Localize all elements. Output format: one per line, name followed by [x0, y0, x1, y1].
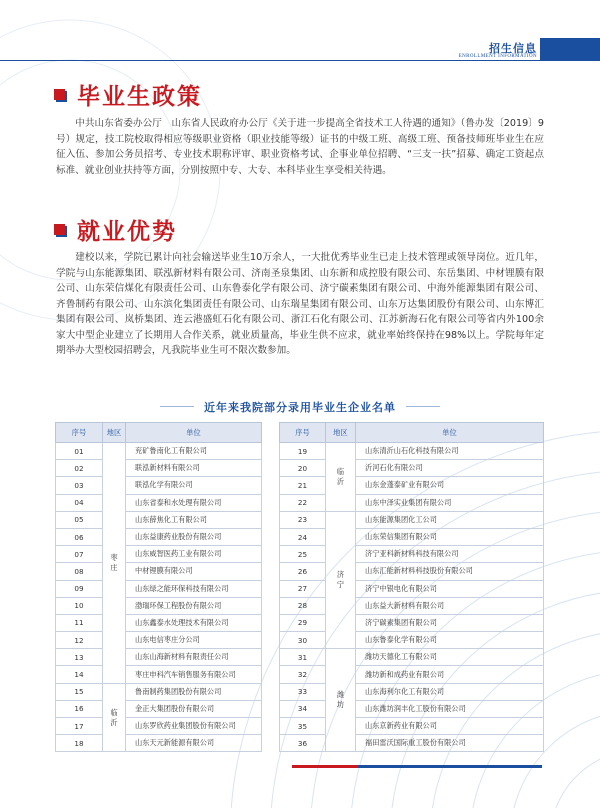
table-row: [56, 718, 262, 735]
row-number: 24: [280, 528, 326, 545]
table-row: [56, 443, 262, 460]
company-name: 山东荣信集团有限公司: [356, 528, 544, 545]
row-number: 28: [280, 597, 326, 614]
table-row: [280, 700, 544, 717]
employer-table-right: [279, 422, 544, 752]
company-name: 山东金蓬泰矿业有限公司: [356, 477, 544, 494]
company-name: 山东潍坊润丰化工股份有限公司: [356, 700, 544, 717]
row-number: 21: [280, 477, 326, 494]
table-row: [280, 718, 544, 735]
company-name: 山东罗欣药业集团股份有限公司: [126, 718, 262, 735]
row-number: 30: [280, 632, 326, 649]
table-row: [280, 443, 544, 460]
company-name: 渤瑞环保工程股份有限公司: [126, 597, 262, 614]
table-row: [56, 649, 262, 666]
row-number: 07: [56, 546, 103, 563]
table-row: [56, 700, 262, 717]
column-header-num: 序号: [280, 423, 326, 443]
table-row: [280, 580, 544, 597]
company-name: 山东威智医药工业有限公司: [126, 546, 262, 563]
region-cell: 潍坊: [326, 649, 356, 752]
row-number: 20: [280, 460, 326, 477]
company-name: 山东益康药业股份有限公司: [126, 528, 262, 545]
row-number: 22: [280, 494, 326, 511]
company-name: 兖矿鲁南化工有限公司: [126, 443, 262, 460]
header-title: 招生信息: [489, 42, 537, 55]
row-number: 13: [56, 649, 103, 666]
employment-advantage-text: 建校以来，学院已累计向社会输送毕业生10万余人，一大批优秀毕业生已走上技术管理或领导岗位。近几年，学院与山东能源集团、联泓新材料有限公司、济南圣泉集团、山东新和成控股有限公司、东岳集团、中材锂膜有限公司、山东荣信煤化有限责任公司、山东鲁泰化学有限公司、济宁碳素集团有限公司、中海外能源集团有限公司、齐鲁制药有限公司、山东滨化集团责任有限公司、山东瑞星集团有限公司、山东万达集团股份有限公司、山东博汇集团有限公司、岚桥集团、连云港盛虹石化有限公司、浙江石化有限公司、江苏新海石化有限公司等省内外100余家大中型企业建立了长期用人合作关系，就业质量高，毕业生供不应求，就业率始终保持在98%以上。学院每年定期举办大型校园招聘会，凡我院毕业生可不限次数参加。: [56, 252, 544, 356]
table-row: [56, 683, 262, 700]
company-name: 济宁中银电化有限公司: [356, 580, 544, 597]
company-name: 济宁碳素集团有限公司: [356, 614, 544, 631]
table-row: [280, 528, 544, 545]
section-graduate-policy-title: 毕业生政策: [54, 78, 202, 111]
table-row: [56, 614, 262, 631]
section-employment-advantage-title: 就业优势: [54, 213, 177, 246]
section-marker-icon: [54, 224, 65, 235]
company-name: 山东电信枣庄分公司: [126, 632, 262, 649]
table-row: [56, 494, 262, 511]
table-row: [280, 666, 544, 683]
section-marker-icon: [54, 89, 65, 100]
table-row: [280, 649, 544, 666]
company-name: 山东汇能新材料科技股份有限公司: [356, 563, 544, 580]
table-row: [280, 735, 544, 752]
company-name: 山东清沂山石化科技有限公司: [356, 443, 544, 460]
graduate-policy-text: 中共山东省委办公厅 山东省人民政府办公厅《关于进一步提高全省技术工人待遇的通知》（鲁办发〔2019〕9号）规定，技工院校取得相应等级职业资格（职业技能等级）证书的中级工班、高级工班、预备技师班毕业生在应征入伍、参加公务员招考、专业技术职称评审、职业资格考试、企事业单位招聘、“三支一扶”招募、确定工资起点标准、就业创业扶持等方面，分别按照中专、大专、本科毕业生享受相关待遇。: [56, 118, 544, 176]
row-number: 34: [280, 700, 326, 717]
company-name: 山东益大新材料有限公司: [356, 597, 544, 614]
company-name: 潍坊天德化工有限公司: [356, 649, 544, 666]
table-row: [56, 546, 262, 563]
table-row: [280, 683, 544, 700]
footer-accent-red: [292, 765, 358, 768]
column-header-company: 单位: [356, 423, 544, 443]
table-row: [280, 563, 544, 580]
company-name: 山东薛焦化工有限公司: [126, 511, 262, 528]
row-number: 15: [56, 683, 103, 700]
company-name: 山东鑫泰水处理技术有限公司: [126, 614, 262, 631]
employer-table-left: [55, 422, 262, 752]
table-row: [56, 511, 262, 528]
row-number: 02: [56, 460, 103, 477]
region-cell: 临沂: [326, 443, 356, 512]
table-row: [280, 546, 544, 563]
table-row: [56, 597, 262, 614]
company-name: 济宁亚科新材料科技有限公司: [356, 546, 544, 563]
row-number: 01: [56, 443, 103, 460]
company-name: 山东省泰和水处理有限公司: [126, 494, 262, 511]
region-cell: 济宁: [326, 511, 356, 649]
company-name: 福田雷沃国际重工股份有限公司: [356, 735, 544, 752]
table-caption: 近年来我院部分录用毕业生企业名单: [0, 396, 600, 415]
company-name: 鲁南制药集团股份有限公司: [126, 683, 262, 700]
table-row: [280, 597, 544, 614]
header-subtitle: ENROLLMENT INFORMATION: [458, 54, 537, 59]
company-name: 山东海利尔化工有限公司: [356, 683, 544, 700]
row-number: 16: [56, 700, 103, 717]
table-row: [56, 477, 262, 494]
table-row: [56, 735, 262, 752]
table-row: [56, 528, 262, 545]
row-number: 33: [280, 683, 326, 700]
row-number: 04: [56, 494, 103, 511]
row-number: 12: [56, 632, 103, 649]
table-row: [56, 666, 262, 683]
column-header-company: 单位: [126, 423, 262, 443]
column-header-region: 地区: [103, 423, 126, 443]
header-rule: [0, 60, 600, 61]
company-name: 山东鲁泰化学有限公司: [356, 632, 544, 649]
row-number: 18: [56, 735, 103, 752]
company-name: 沂河石化有限公司: [356, 460, 544, 477]
row-number: 17: [56, 718, 103, 735]
row-number: 11: [56, 614, 103, 631]
footer-accent-blue: [358, 765, 542, 768]
table-row: [280, 511, 544, 528]
company-name: 山东绿之能环保科技有限公司: [126, 580, 262, 597]
company-name: 山东中泽实业集团有限公司: [356, 494, 544, 511]
row-number: 26: [280, 563, 326, 580]
company-name: 枣庄申科汽车销售服务有限公司: [126, 666, 262, 683]
company-name: 山东山海新材料有限责任公司: [126, 649, 262, 666]
table-row: [56, 460, 262, 477]
row-number: 14: [56, 666, 103, 683]
table-row: [280, 632, 544, 649]
company-name: 中材锂膜有限公司: [126, 563, 262, 580]
company-name: 联泓化学有限公司: [126, 477, 262, 494]
company-name: 联泓新材料有限公司: [126, 460, 262, 477]
row-number: 08: [56, 563, 103, 580]
company-name: 山东天元新能源有限公司: [126, 735, 262, 752]
column-header-region: 地区: [326, 423, 356, 443]
row-number: 10: [56, 597, 103, 614]
region-cell: 临沂: [103, 683, 126, 752]
table-row: [56, 632, 262, 649]
table-row: [280, 494, 544, 511]
row-number: 09: [56, 580, 103, 597]
row-number: 36: [280, 735, 326, 752]
table-row: [280, 477, 544, 494]
row-number: 29: [280, 614, 326, 631]
row-number: 23: [280, 511, 326, 528]
company-name: 山东京新药业有限公司: [356, 718, 544, 735]
row-number: 32: [280, 666, 326, 683]
company-name: 山东能源集团化工公司: [356, 511, 544, 528]
row-number: 06: [56, 528, 103, 545]
row-number: 05: [56, 511, 103, 528]
header-bar: [540, 38, 600, 60]
row-number: 27: [280, 580, 326, 597]
region-cell: 枣庄: [103, 443, 126, 684]
row-number: 19: [280, 443, 326, 460]
column-header-num: 序号: [56, 423, 103, 443]
table-row: [280, 614, 544, 631]
company-name: 金正大集团股份有限公司: [126, 700, 262, 717]
table-row: [56, 563, 262, 580]
table-row: [280, 460, 544, 477]
table-row: [56, 580, 262, 597]
row-number: 31: [280, 649, 326, 666]
row-number: 03: [56, 477, 103, 494]
row-number: 35: [280, 718, 326, 735]
company-name: 潍坊新和成药业有限公司: [356, 666, 544, 683]
row-number: 25: [280, 546, 326, 563]
